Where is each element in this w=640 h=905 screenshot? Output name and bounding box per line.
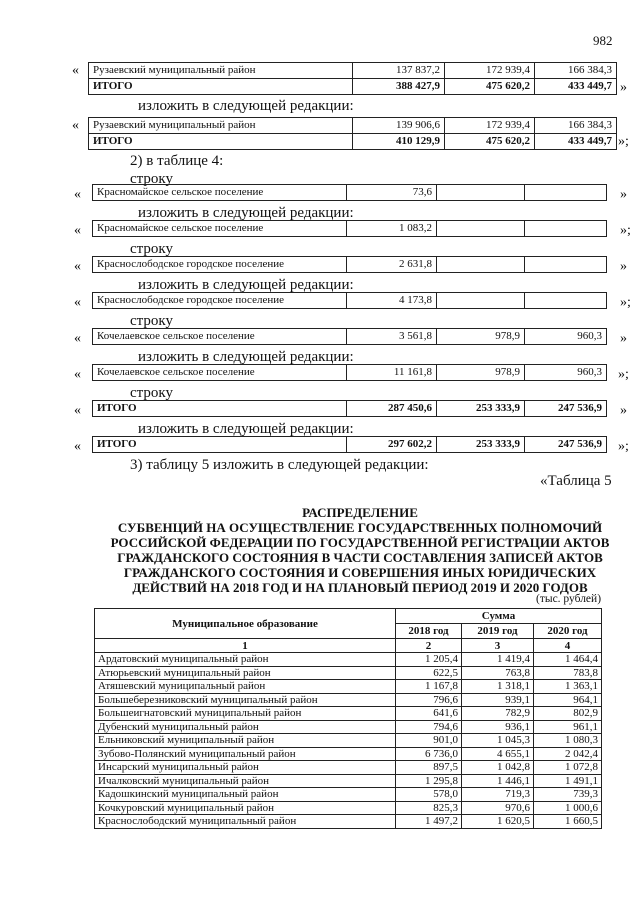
distribution-table: [94, 608, 602, 829]
table-row: [95, 788, 602, 802]
table-row: [89, 79, 617, 95]
value-2020: 783,8: [534, 666, 602, 680]
row-value: 287 450,6: [347, 401, 437, 417]
row-value: 253 333,9: [437, 437, 525, 453]
row-value: [437, 293, 525, 309]
open-quote: «: [74, 295, 81, 310]
row-value: 960,3: [525, 365, 607, 381]
value-2018: 1 295,8: [396, 774, 462, 788]
row-name: Краснослободское городское поселение: [93, 293, 347, 309]
table-row: [89, 118, 617, 134]
row-value: 73,6: [347, 185, 437, 201]
title-line: ГРАЖДАНСКОГО СОСТОЯНИЯ И СОВЕРШЕНИЯ ИНЫХ ЮРИДИЧЕСКИХ: [123, 565, 597, 580]
value-2020: 964,1: [534, 693, 602, 707]
municipality-name: Дубенский муниципальный район: [95, 720, 396, 734]
value-2020: 1 464,4: [534, 653, 602, 667]
title-line: ДЕЙСТВИЙ НА 2018 ГОД И НА ПЛАНОВЫЙ ПЕРИОД 2019 И 2020 ГОДОВ: [132, 580, 588, 595]
value-2018: 1 167,8: [396, 680, 462, 694]
value-2018: 622,5: [396, 666, 462, 680]
row-value: [437, 221, 525, 237]
value-2020: 1 491,1: [534, 774, 602, 788]
close-quote: »: [620, 80, 627, 95]
table-row: [95, 815, 602, 829]
value-2020: 1 072,8: [534, 761, 602, 775]
row-name: Красномайское сельское поселение: [93, 185, 347, 201]
row-name: Краснослободское городское поселение: [93, 257, 347, 273]
row-name: ИТОГО: [89, 79, 353, 95]
title-line: РОССИЙСКОЙ ФЕДЕРАЦИИ ПО ГОСУДАРСТВЕННОЙ РЕГИСТРАЦИИ АКТОВ: [110, 535, 610, 550]
value-2019: 936,1: [462, 720, 534, 734]
close-quote: »: [620, 403, 627, 418]
row-value: 297 602,2: [347, 437, 437, 453]
row-value: [525, 257, 607, 273]
table4-row-7: [92, 436, 607, 453]
value-2019: 763,8: [462, 666, 534, 680]
row-value: 433 449,7: [535, 79, 617, 95]
close-quote: »;: [620, 223, 631, 238]
close-quote: »: [620, 187, 627, 202]
row-value: 410 129,9: [353, 134, 445, 150]
table5-intro: 3) таблицу 5 изложить в следующей редакции:: [130, 457, 429, 473]
value-2019: 1 446,1: [462, 774, 534, 788]
table4-row-5: [92, 364, 607, 381]
close-quote: »;: [618, 367, 629, 382]
col-number: 2: [396, 639, 462, 653]
row-value: 388 427,9: [353, 79, 445, 95]
value-2018: 794,6: [396, 720, 462, 734]
table4-row-1: [92, 220, 607, 237]
table-row: [95, 774, 602, 788]
value-2018: 641,6: [396, 707, 462, 721]
table-row: [93, 221, 607, 237]
row-value: 166 384,3: [535, 118, 617, 134]
value-2019: 1 045,3: [462, 734, 534, 748]
municipality-name: Краснослободский муниципальный район: [95, 815, 396, 829]
open-quote: «: [72, 118, 79, 133]
year-header: 2019 год: [462, 624, 534, 639]
municipality-name: Ельниковский муниципальный район: [95, 734, 396, 748]
row-value: 247 536,9: [525, 401, 607, 417]
value-2018: 1 205,4: [396, 653, 462, 667]
table-row: [95, 666, 602, 680]
row-name: ИТОГО: [93, 401, 347, 417]
row-value: 978,9: [437, 329, 525, 345]
row-value: 172 939,4: [445, 118, 535, 134]
col-number: 4: [534, 639, 602, 653]
row-value: 475 620,2: [445, 79, 535, 95]
table-row: [95, 734, 602, 748]
table-row: [95, 653, 602, 667]
table-row: [95, 680, 602, 694]
value-2020: 802,9: [534, 707, 602, 721]
row-value: 3 561,8: [347, 329, 437, 345]
value-2020: 739,3: [534, 788, 602, 802]
edit-instruction: изложить в следующей редакции:: [138, 349, 354, 365]
municipality-name: Кочкуровский муниципальный район: [95, 801, 396, 815]
table-row: [93, 329, 607, 345]
row-value: 11 161,8: [347, 365, 437, 381]
row-value: 166 384,3: [535, 63, 617, 79]
row-name: Рузаевский муниципальный район: [89, 63, 353, 79]
table-row: [93, 257, 607, 273]
table-row: [93, 437, 607, 453]
municipality-name: Зубово-Полянский муниципальный район: [95, 747, 396, 761]
table-row: [95, 707, 602, 721]
value-2019: 1 419,4: [462, 653, 534, 667]
value-2019: 4 655,1: [462, 747, 534, 761]
table4-row-4: [92, 328, 607, 345]
value-2018: 825,3: [396, 801, 462, 815]
row-label: строку: [130, 313, 173, 329]
value-2019: 1 620,5: [462, 815, 534, 829]
close-quote: »: [620, 259, 627, 274]
open-quote: «: [74, 259, 81, 274]
municipality-name: Большеберезниковский муниципальный район: [95, 693, 396, 707]
row-label: строку: [130, 385, 173, 401]
row-value: 433 449,7: [535, 134, 617, 150]
municipality-name: Ардатовский муниципальный район: [95, 653, 396, 667]
old-rows-table: [88, 62, 617, 95]
col-sum-header: Сумма: [396, 609, 602, 624]
municipality-name: Ичалковский муниципальный район: [95, 774, 396, 788]
municipality-name: Большеигнатовский муниципальный район: [95, 707, 396, 721]
table-row: [89, 134, 617, 150]
close-quote: »;: [618, 134, 629, 149]
open-quote: «: [74, 331, 81, 346]
row-name: Кочелаевское сельское поселение: [93, 329, 347, 345]
municipality-name: Кадошкинский муниципальный район: [95, 788, 396, 802]
col-municipality-header: Муниципальное образование: [95, 609, 396, 639]
distribution-table-body: [95, 653, 602, 829]
value-2019: 1 318,1: [462, 680, 534, 694]
edit-instruction: изложить в следующей редакции:: [138, 421, 354, 437]
title-line: ГРАЖДАНСКОГО СОСТОЯНИЯ В ЧАСТИ СОСТАВЛЕНИЯ ЗАПИСЕЙ АКТОВ: [117, 550, 603, 565]
row-value: [525, 221, 607, 237]
year-header: 2020 год: [534, 624, 602, 639]
row-value: 4 173,8: [347, 293, 437, 309]
value-2018: 1 497,2: [396, 815, 462, 829]
close-quote: »;: [620, 295, 631, 310]
table4-intro: 2) в таблице 4:: [130, 153, 224, 169]
edit-instruction: изложить в следующей редакции:: [138, 277, 354, 293]
row-name: ИТОГО: [89, 134, 353, 150]
table-row: [95, 720, 602, 734]
row-name: Рузаевский муниципальный район: [89, 118, 353, 134]
table5-label: «Таблица 5: [540, 473, 612, 489]
open-quote: «: [74, 223, 81, 238]
units-label: (тыс. рублей): [536, 593, 602, 605]
row-value: 978,9: [437, 365, 525, 381]
open-quote: «: [74, 367, 81, 382]
table4-row-2: [92, 256, 607, 273]
table-row: [93, 185, 607, 201]
table-row: [93, 401, 607, 417]
value-2020: 1 363,1: [534, 680, 602, 694]
row-value: [525, 185, 607, 201]
row-value: 1 083,2: [347, 221, 437, 237]
col-number: 3: [462, 639, 534, 653]
value-2020: 1 660,5: [534, 815, 602, 829]
value-2018: 578,0: [396, 788, 462, 802]
table-row: [93, 365, 607, 381]
row-name: Красномайское сельское поселение: [93, 221, 347, 237]
row-value: [437, 185, 525, 201]
row-value: 960,3: [525, 329, 607, 345]
row-value: 253 333,9: [437, 401, 525, 417]
row-value: 2 631,8: [347, 257, 437, 273]
edit-instruction: изложить в следующей редакции:: [138, 98, 354, 114]
new-rows-table: [88, 117, 617, 150]
close-quote: »: [620, 331, 627, 346]
table-row: [89, 63, 617, 79]
table-row: [95, 747, 602, 761]
value-2019: 970,6: [462, 801, 534, 815]
table4-row-0: [92, 184, 607, 201]
title-line: РАСПРЕДЕЛЕНИЕ: [302, 505, 418, 520]
row-value: 247 536,9: [525, 437, 607, 453]
row-name: ИТОГО: [93, 437, 347, 453]
table-row: [93, 293, 607, 309]
open-quote: «: [74, 187, 81, 202]
table4-row-3: [92, 292, 607, 309]
row-value: [437, 257, 525, 273]
value-2019: 1 042,8: [462, 761, 534, 775]
municipality-name: Атяшевский муниципальный район: [95, 680, 396, 694]
row-value: 137 837,2: [353, 63, 445, 79]
row-value: 139 906,6: [353, 118, 445, 134]
table4-row-6: [92, 400, 607, 417]
row-label: строку: [130, 171, 173, 187]
municipality-name: Инсарский муниципальный район: [95, 761, 396, 775]
row-name: Кочелаевское сельское поселение: [93, 365, 347, 381]
year-header: 2018 год: [396, 624, 462, 639]
municipality-name: Атюрьевский муниципальный район: [95, 666, 396, 680]
value-2020: 2 042,4: [534, 747, 602, 761]
col-number: 1: [95, 639, 396, 653]
value-2018: 897,5: [396, 761, 462, 775]
row-value: [525, 293, 607, 309]
value-2019: 719,3: [462, 788, 534, 802]
value-2019: 939,1: [462, 693, 534, 707]
table-row: [95, 693, 602, 707]
close-quote: »;: [618, 439, 629, 454]
value-2018: 901,0: [396, 734, 462, 748]
open-quote: «: [74, 403, 81, 418]
open-quote: «: [74, 439, 81, 454]
value-2018: 796,6: [396, 693, 462, 707]
value-2020: 1 000,6: [534, 801, 602, 815]
value-2020: 961,1: [534, 720, 602, 734]
value-2018: 6 736,0: [396, 747, 462, 761]
table-row: [95, 761, 602, 775]
edit-instruction: изложить в следующей редакции:: [138, 205, 354, 221]
row-value: 475 620,2: [445, 134, 535, 150]
page-number: 982: [593, 33, 613, 48]
table-row: [95, 801, 602, 815]
value-2019: 782,9: [462, 707, 534, 721]
title-line: СУБВЕНЦИЙ НА ОСУЩЕСТВЛЕНИЕ ГОСУДАРСТВЕННЫХ ПОЛНОМОЧИЙ: [117, 520, 603, 535]
open-quote: «: [72, 63, 79, 78]
row-label: строку: [130, 241, 173, 257]
row-value: 172 939,4: [445, 63, 535, 79]
value-2020: 1 080,3: [534, 734, 602, 748]
